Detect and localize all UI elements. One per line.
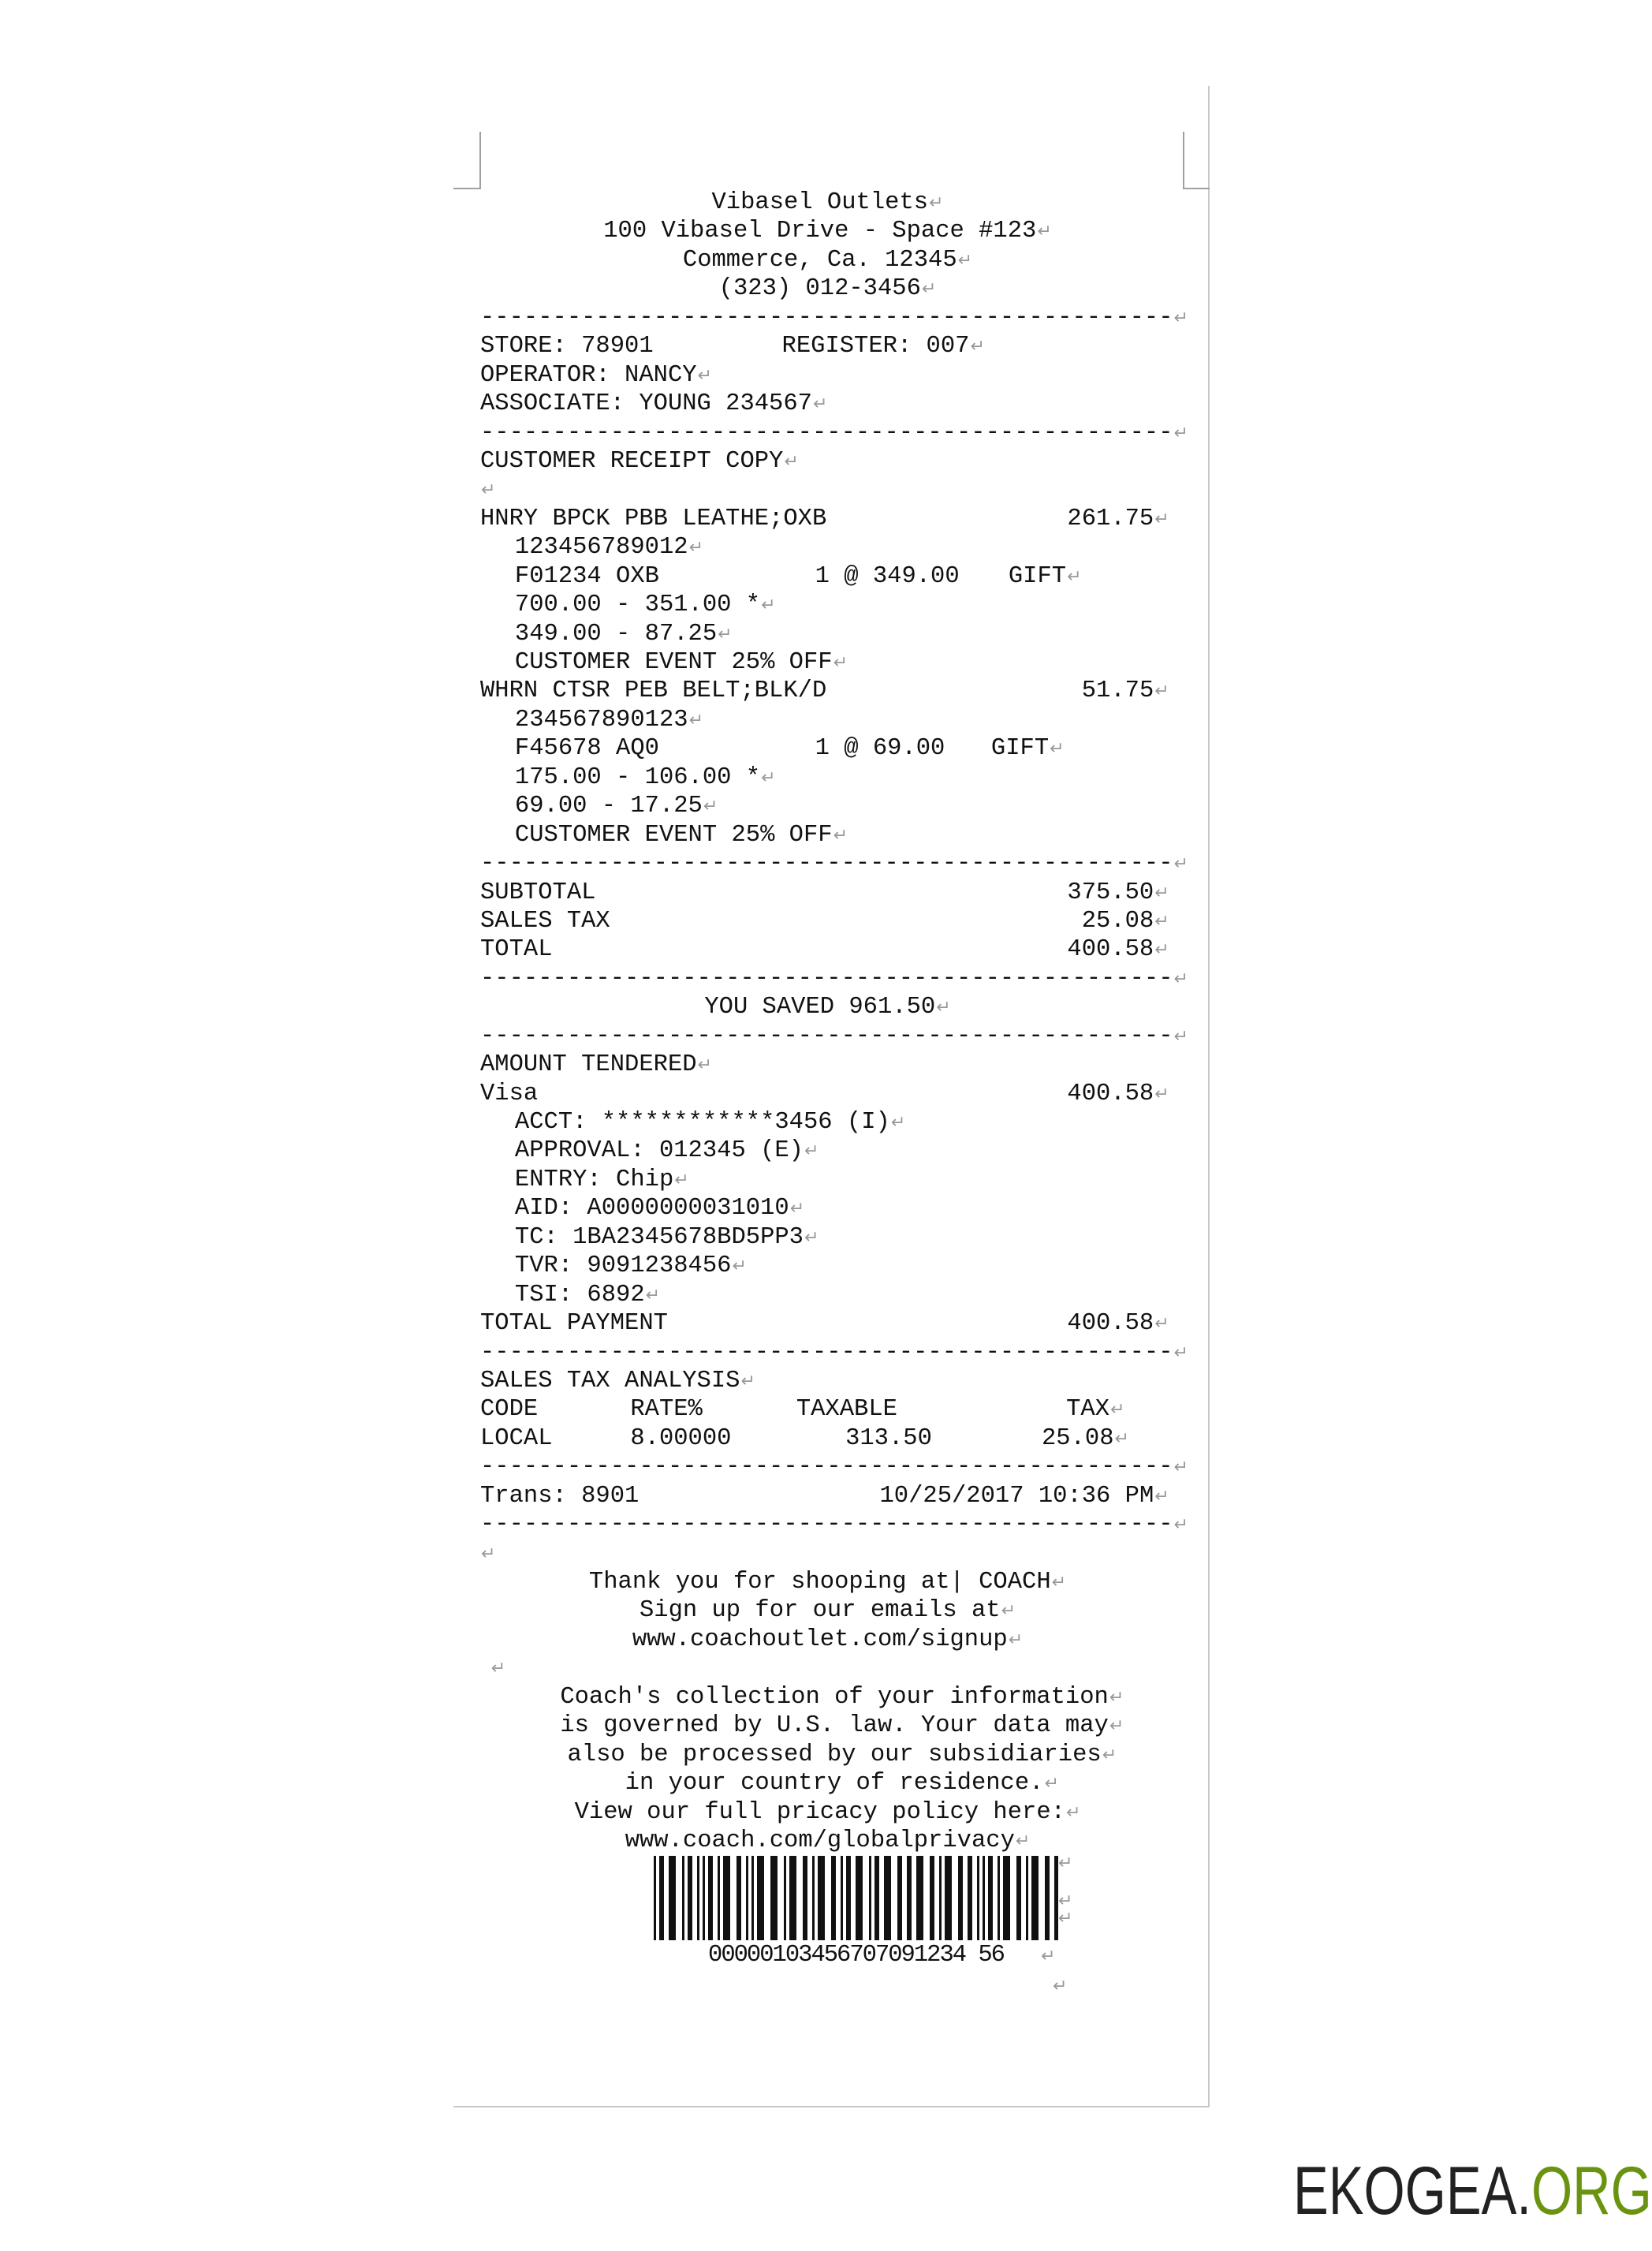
tax-amount: 25.08 ↵ <box>1042 1424 1129 1454</box>
store-phone: (323) 012-3456 ↵ <box>480 274 1175 304</box>
barcode-bar <box>945 1856 952 1940</box>
item-style: F45678 AQ0 <box>514 735 659 763</box>
payment-acct: ACCT: ************3456 (I) ↵ <box>515 1108 905 1137</box>
tax-code: LOCAL <box>480 1424 553 1452</box>
blank-line <box>480 1540 495 1569</box>
paragraph-mark-icon: ↵ <box>1058 1891 1073 1911</box>
barcode-bar <box>723 1856 730 1940</box>
page-border-bottom <box>453 2106 1210 2107</box>
barcode-bar <box>669 1856 676 1940</box>
crop-mark-top-right-v <box>1183 132 1184 189</box>
barcode-bar <box>708 1856 713 1940</box>
payment-method: Visa <box>480 1080 539 1107</box>
register-number: REGISTER: 007 ↵ <box>782 332 985 361</box>
watermark-logo <box>1293 2153 1652 2229</box>
barcode-bar <box>884 1856 891 1940</box>
trans-number: Trans: 8901 <box>480 1482 640 1510</box>
savings: YOU SAVED 961.50 ↵ <box>480 993 1175 1022</box>
barcode-bar <box>869 1856 871 1940</box>
item-amount: 261.75 ↵ <box>1067 505 1169 534</box>
barcode-bar <box>746 1856 748 1940</box>
barcode-bar <box>770 1856 778 1940</box>
item-promo: CUSTOMER EVENT 25% OFF ↵ <box>515 648 848 678</box>
barcode-bar <box>831 1856 836 1940</box>
divider: ------------------------------------------------ ↵ <box>480 304 1188 333</box>
barcode-bar <box>841 1856 843 1940</box>
payment-aid: AID: A0000000031010 ↵ <box>515 1194 804 1223</box>
barcode-bar <box>846 1856 851 1940</box>
store-name: Vibasel Outlets ↵ <box>480 189 1175 218</box>
sales-tax-value: 25.08 ↵ <box>1082 907 1169 936</box>
divider: ------------------------------------------------ ↵ <box>480 419 1188 448</box>
barcode-number: 00000103456707091234 56 <box>708 1942 1004 1969</box>
blank-line <box>490 1654 505 1683</box>
item-name: WHRN CTSR PEB BELT;BLK/D <box>480 678 827 705</box>
crop-mark-top-left-v <box>479 132 481 189</box>
barcode-bar <box>1003 1856 1010 1940</box>
divider: ------------------------------------------------ ↵ <box>480 1510 1188 1540</box>
barcode-bar <box>757 1856 764 1940</box>
barcode-bar <box>803 1856 807 1940</box>
item-upc: 234567890123 ↵ <box>515 706 703 735</box>
barcode-bar <box>784 1856 786 1940</box>
watermark-part2: ORG <box>1531 2153 1652 2229</box>
signup-message: Sign up for our emails at ↵ <box>480 1596 1175 1626</box>
copy-label: CUSTOMER RECEIPT COPY ↵ <box>480 447 799 476</box>
barcode-bar <box>818 1856 825 1940</box>
payment-entry: ENTRY: Chip ↵ <box>515 1166 689 1195</box>
paragraph-mark-icon: ↵ <box>1053 1977 1068 1996</box>
trans-datetime: 10/25/2017 10:36 PM ↵ <box>879 1482 1169 1511</box>
tax-header-rate: RATE% <box>630 1396 703 1424</box>
barcode-bar <box>998 1856 1000 1940</box>
crop-mark-top-left-h <box>453 188 481 189</box>
barcode-bar <box>977 1856 979 1940</box>
barcode-bar <box>916 1856 923 1940</box>
store-address: 100 Vibasel Drive - Space #123 ↵ <box>480 217 1175 246</box>
barcode-bar <box>1026 1856 1028 1940</box>
store-number: STORE: 78901 <box>480 333 654 360</box>
tax-header-code: CODE <box>480 1396 539 1424</box>
tax-rate: 8.00000 <box>630 1424 732 1452</box>
barcode-bar <box>958 1856 963 1940</box>
tax-header-taxable: TAXABLE <box>796 1396 897 1424</box>
payment-tsi: TSI: 6892 ↵ <box>515 1281 660 1310</box>
barcode-bar <box>697 1856 699 1940</box>
barcode-bar <box>988 1856 993 1940</box>
page-border-right <box>1208 86 1210 2107</box>
item-qty-price: 1 @ 69.00 <box>815 735 945 763</box>
divider: ------------------------------------------------ ↵ <box>480 1022 1188 1051</box>
store-city: Commerce, Ca. 12345 ↵ <box>480 246 1175 275</box>
privacy-line: in your country of residence. ↵ <box>509 1769 1175 1798</box>
paragraph-mark-icon: ↵ <box>1041 1947 1056 1966</box>
barcode-bar <box>1016 1856 1021 1940</box>
blank-line <box>480 476 495 505</box>
total-label: TOTAL <box>480 936 553 964</box>
tendered-label: AMOUNT TENDERED ↵ <box>480 1051 712 1080</box>
tax-header-tax: TAX ↵ <box>1066 1395 1124 1424</box>
barcode-bar <box>897 1856 902 1940</box>
item-promo: CUSTOMER EVENT 25% OFF ↵ <box>515 821 848 850</box>
divider: ------------------------------------------------ ↵ <box>480 1453 1188 1482</box>
payment-approval: APPROVAL: 012345 (E) ↵ <box>515 1137 819 1166</box>
tax-taxable: 313.50 <box>845 1424 932 1452</box>
associate: ASSOCIATE: YOUNG 234567 ↵ <box>480 390 827 419</box>
item-price-line: 349.00 - 87.25 ↵ <box>515 620 733 649</box>
barcode <box>654 1856 1058 1940</box>
item-amount: 51.75 ↵ <box>1082 677 1169 706</box>
payment-tc: TC: 1BA2345678BD5PP3 ↵ <box>515 1223 819 1252</box>
tax-analysis-title: SALES TAX ANALYSIS ↵ <box>480 1367 755 1396</box>
item-price-line: 175.00 - 106.00 * ↵ <box>515 763 776 793</box>
barcode-bar <box>930 1856 934 1940</box>
crop-mark-top-right-h <box>1183 188 1210 189</box>
signup-url: www.coachoutlet.com/signup ↵ <box>480 1626 1175 1655</box>
barcode-bar <box>1031 1856 1039 1940</box>
item-upc: 123456789012 ↵ <box>515 533 703 562</box>
barcode-bar <box>983 1856 985 1940</box>
barcode-bar <box>718 1856 720 1940</box>
barcode-bar <box>874 1856 879 1940</box>
privacy-line: is governed by U.S. law. Your data may ↵ <box>509 1712 1175 1741</box>
barcode-bar <box>968 1856 972 1940</box>
payment-tvr: TVR: 9091238456 ↵ <box>515 1252 747 1281</box>
item-price-line: 69.00 - 17.25 ↵ <box>515 792 718 821</box>
barcode-bar <box>654 1856 656 1940</box>
watermark-part1: EKOGEA. <box>1293 2153 1531 2229</box>
divider: ------------------------------------------------ ↵ <box>480 1338 1188 1368</box>
paragraph-mark-icon: ↵ <box>1058 1909 1073 1928</box>
receipt <box>480 189 1175 1855</box>
subtotal-label: SUBTOTAL <box>480 879 596 906</box>
operator: OPERATOR: NANCY ↵ <box>480 361 712 390</box>
barcode-bar <box>907 1856 912 1940</box>
privacy-line: View our full pricacy policy here: ↵ <box>480 1798 1175 1827</box>
paragraph-mark-icon: ↵ <box>1058 1853 1073 1873</box>
barcode-bar <box>737 1856 741 1940</box>
privacy-line: Coach's collection of your information ↵ <box>509 1683 1175 1712</box>
item-gift: GIFT ↵ <box>991 734 1065 763</box>
divider: ------------------------------------------------ ↵ <box>480 965 1188 994</box>
privacy-line: also be processed by our subsidiaries ↵ <box>509 1741 1175 1770</box>
item-price-line: 700.00 - 351.00 * ↵ <box>515 591 776 620</box>
barcode-bar <box>812 1856 815 1940</box>
item-name: HNRY BPCK PBB LEATHE;OXB <box>480 505 827 532</box>
barcode-bar <box>1045 1856 1050 1940</box>
subtotal-value: 375.50 ↵ <box>1067 879 1169 908</box>
total-value: 400.58 ↵ <box>1067 935 1169 965</box>
total-payment-label: TOTAL PAYMENT <box>480 1310 668 1338</box>
barcode-bar <box>939 1856 942 1940</box>
barcode-bar <box>659 1856 664 1940</box>
barcode-bar <box>703 1856 705 1940</box>
barcode-bar <box>751 1856 754 1940</box>
sales-tax-label: SALES TAX <box>480 907 610 935</box>
thanks-message: Thank you for shooping at| COACH ↵ <box>480 1568 1175 1597</box>
barcode-bar <box>789 1856 796 1940</box>
item-style: F01234 OXB <box>514 562 659 590</box>
barcode-bar <box>688 1856 692 1940</box>
barcode-bar <box>682 1856 684 1940</box>
divider: ------------------------------------------------ ↵ <box>480 849 1188 879</box>
payment-amount: 400.58 ↵ <box>1067 1080 1169 1109</box>
item-gift: GIFT ↵ <box>1009 562 1082 592</box>
barcode-bar <box>856 1856 863 1940</box>
privacy-url: www.coach.com/globalprivacy ↵ <box>480 1827 1175 1856</box>
item-qty-price: 1 @ 349.00 <box>815 562 960 590</box>
total-payment-value: 400.58 ↵ <box>1067 1309 1169 1338</box>
